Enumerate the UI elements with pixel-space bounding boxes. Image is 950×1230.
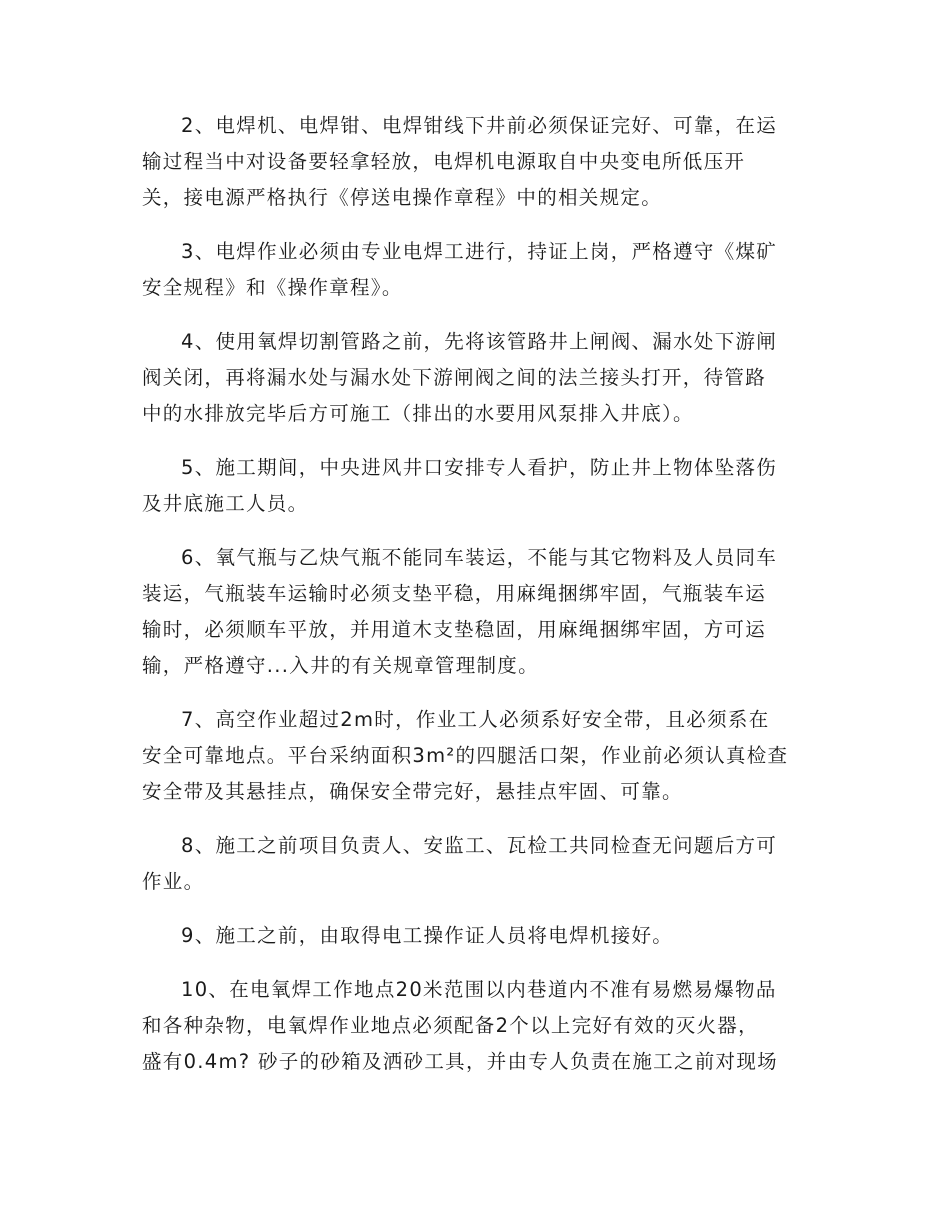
- paragraph-line: 输时，必须顺车平放，并用道木支垫稳固，用麻绳捆绑牢固，方可运: [142, 618, 767, 641]
- paragraph-line: 关，接电源严格执行《停送电操作章程》中的相关规定。: [142, 186, 663, 209]
- paragraph-8: [142, 828, 810, 900]
- paragraph-9: [142, 918, 810, 954]
- paragraph-line: 安全可靠地点。平台采纳面积3m²的四腿活口架，作业前必须认真检查: [142, 744, 789, 767]
- paragraph-5: [142, 450, 810, 522]
- paragraph-4: [142, 324, 810, 432]
- paragraph-line: 9、施工之前，由取得电工操作证人员将电焊机接好。: [181, 924, 674, 947]
- paragraph-line: 6、氧气瓶与乙炔气瓶不能同车装运，不能与其它物料及人员同车: [181, 546, 778, 569]
- paragraph-line: 3、电焊作业必须由专业电焊工进行，持证上岗，严格遵守《煤矿: [181, 240, 778, 263]
- paragraph-line: 装运，气瓶装车运输时必须支垫平稳，用麻绳捆绑牢固，气瓶装车运: [142, 582, 767, 605]
- paragraph-7: [142, 702, 810, 810]
- paragraph-line: 5、施工期间，中央进风井口安排专人看护，防止井上物体坠落伤: [181, 456, 778, 479]
- paragraph-line: 7、高空作业超过2m时，作业工人必须系好安全带，且必须系在: [181, 708, 770, 731]
- paragraph-line: 盛有0.4m? 砂子的砂箱及洒砂工具，并由专人负责在施工之前对现场: [142, 1050, 778, 1073]
- paragraph-3: [142, 234, 810, 306]
- paragraph-line: 中的水排放完毕后方可施工（排出的水要用风泵排入井底）。: [142, 402, 694, 425]
- paragraph-10: [142, 972, 810, 1080]
- paragraph-line: 及井底施工人员。: [142, 492, 309, 515]
- document-body: [142, 108, 810, 1098]
- paragraph-line: 10、在电氧焊工作地点20米范围以内巷道内不准有易燃易爆物品: [181, 978, 777, 1001]
- paragraph-6: [142, 540, 810, 684]
- paragraph-line: 2、电焊机、电焊钳、电焊钳线下井前必须保证完好、可靠，在运: [181, 114, 778, 137]
- paragraph-line: 4、使用氧焊切割管路之前，先将该管路井上闸阀、漏水处下游闸: [181, 330, 778, 353]
- paragraph-2: [142, 108, 810, 216]
- paragraph-line: 阀关闭，再将漏水处与漏水处下游闸阀之间的法兰接头打开，待管路: [142, 366, 767, 389]
- paragraph-line: 作业。: [142, 870, 205, 893]
- paragraph-line: 安全带及其悬挂点，确保安全带完好，悬挂点牢固、可靠。: [142, 780, 683, 803]
- paragraph-line: 输，严格遵守...入井的有关规章管理制度。: [142, 654, 539, 677]
- paragraph-line: 输过程当中对设备要轻拿轻放，电焊机电源取自中央变电所低压开: [142, 150, 746, 173]
- paragraph-line: 和各种杂物，电氧焊作业地点必须配备2个以上完好有效的灭火器，: [142, 1014, 759, 1037]
- paragraph-line: 8、施工之前项目负责人、安监工、瓦检工共同检查无问题后方可: [181, 834, 778, 857]
- paragraph-line: 安全规程》和《操作章程》。: [142, 276, 403, 299]
